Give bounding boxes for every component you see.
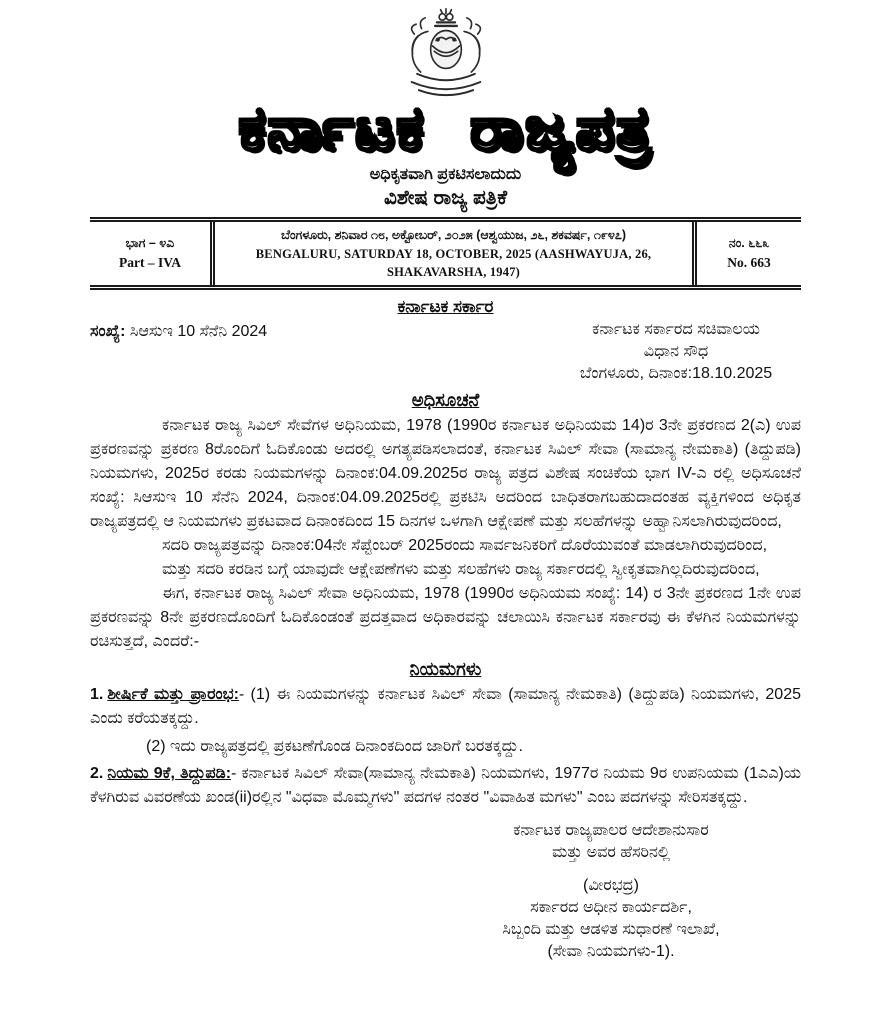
notification-paragraph-4: ಈಗ, ಕರ್ನಾಟಕ ರಾಜ್ಯ ಸಿವಿಲ್ ಸೇವಾ ಅಧಿನಿಯಮ, 1978 (1990ರ ಅಧಿನಿಯಮ ಸಂಖ್ಯೆ: 14) ರ 3ನೇ ಪ್ರಕರಣದ 1ನೇ ಉಪ ಪ್ರಕರಣವನ್ನು 8ನೇ ಪ್ರಕರಣದೊಂದಿಗೆ ಓದಿಕೊಂಡಂತೆ ಪ್ರದತ್ತವಾದ ಅಧಿಕಾರವನ್ನು ಚಲಾಯಿಸಿ ಕರ್ನಾಟಕ ಸರ್ಕಾರವು ಈ ಕೆಳಗಿನ ನಿಯಮಗಳನ್ನು ರಚಿಸುತ್ತದೆ, ಎಂದರೆ:-	[90, 585, 801, 650]
karnataka-state-emblem-icon	[90, 6, 801, 102]
gazette-title: ಕರ್ನಾಟಕ ರಾಜ್ಯಪತ್ರ	[238, 94, 653, 164]
rule-2-number: 2.	[90, 765, 104, 782]
issue-number-english: No. 663	[727, 255, 771, 271]
signatory-designation-3: (ಸೇವಾ ನಿಯಮಗಳು-1).	[547, 943, 675, 960]
issue-info-bar	[90, 217, 801, 290]
masthead-special-issue-line: ವಿಶೇಷ ರಾಜ್ಯ ಪತ್ರಿಕೆ	[383, 187, 508, 209]
rule-1-number: 1.	[90, 686, 104, 703]
issue-number-cell	[697, 222, 801, 285]
rule-1	[90, 683, 801, 731]
issue-date-cell	[210, 222, 697, 285]
issuing-office-block	[551, 319, 801, 385]
rule-2-text: - ಕರ್ನಾಟಕ ಸಿವಿಲ್ ಸೇವಾ(ಸಾಮಾನ್ಯ ನೇಮಕಾತಿ) ನಿಯಮಗಳು, 1977ರ ನಿಯಮ 9ರ ಉಪನಿಯಮ (1ಎಎ)ಯ ಕೆಳಗಿರುವ ವಿವರಣೆಯ ಖಂಡ(ii)ರಲ್ಲಿನ "ವಿಧವಾ ಮೊಮ್ಮಗಳು" ಪದಗಳ ನಂತರ "ವಿವಾಹಿತ ಮಗಳು" ಎಂಬ ಪದಗಳನ್ನು ಸೇರಿಸತಕ್ಕದ್ದು.	[90, 765, 801, 806]
office-line-place-date: ಬೆಂಗಳೂರು, ದಿನಾಂಕ:18.10.2025	[579, 365, 773, 382]
reference-number-value: ಸಿಆಸುಇ 10 ಸೆನೆನಿ 2024	[129, 323, 268, 340]
issue-date-kannada: ಬೆಂಗಳೂರು, ಶನಿವಾರ ೧೮, ಅಕ್ಟೋಬರ್, ೨೦೨೫ (ಆಶ್ವಯುಜ, ೨೬, ಶಕವರ್ಷ, ೧೯೪೭)	[280, 228, 627, 242]
office-line-vidhana-soudha: ವಿಧಾನ ಸೌಧ	[643, 343, 709, 360]
masthead-authorisation-line: ಅಧಿಕೃತವಾಗಿ ಪ್ರಕಟಿಸಲಾದುದು	[369, 166, 522, 183]
issue-part-english: Part – IVA	[119, 255, 181, 271]
rule-1-title: ಶೀರ್ಷಿಕೆ ಮತ್ತು ಪ್ರಾರಂಭ:	[107, 686, 239, 703]
reference-row	[90, 319, 801, 385]
office-line-secretariat: ಕರ್ನಾಟಕ ಸರ್ಕಾರದ ಸಚಿವಾಲಯ	[592, 321, 760, 338]
rules-heading: ನಿಯಮಗಳು	[409, 659, 482, 679]
masthead	[90, 6, 801, 210]
signatory-designation-1: ಸರ್ಕಾರದ ಅಧೀನ ಕಾರ್ಯದರ್ಶಿ,	[530, 899, 692, 916]
rule-2	[90, 762, 801, 810]
issue-part-kannada: ಭಾಗ – ೪ಎ	[125, 236, 175, 251]
government-heading: ಕರ್ನಾಟಕ ಸರ್ಕಾರ	[397, 297, 494, 316]
signatory-name: (ವೀರಭದ್ರ)	[582, 877, 640, 894]
issue-date-english: BENGALURU, SATURDAY 18, OCTOBER, 2025 (AASHWAYUJA, 26, SHAKAVARSHA, 1947)	[255, 246, 652, 279]
notification-paragraph-3: ಮತ್ತು ಸದರಿ ಕರಡಿನ ಬಗ್ಗೆ ಯಾವುದೇ ಆಕ್ಷೇಪಣೆಗಳು ಮತ್ತು ಸಲಹೆಗಳು ರಾಜ್ಯ ಸರ್ಕಾರದಲ್ಲಿ ಸ್ವೀಕೃತವಾಗಿಲ್ಲದಿರುವುದರಿಂದ,	[162, 561, 760, 578]
rule-1-subrule-2: (2) ಇದು ರಾಜ್ಯಪತ್ರದಲ್ಲಿ ಪ್ರಕಟಣೆಗೊಂಡ ದಿನಾಂಕದಿಂದ ಜಾರಿಗೆ ಬರತಕ್ಕದ್ದು.	[146, 738, 523, 755]
signature-order-line-1: ಕರ್ನಾಟಕ ರಾಜ್ಯಪಾಲರ ಆದೇಶಾನುಸಾರ	[513, 822, 709, 839]
rule-1-text: - (1) ಈ ನಿಯಮಗಳನ್ನು ಕರ್ನಾಟಕ ಸಿವಿಲ್ ಸೇವಾ (ಸಾಮಾನ್ಯ ನೇಮಕಾತಿ) (ತಿದ್ದುಪಡಿ) ನಿಯಮಗಳು, 2025 ಎಂದು ಕರೆಯತಕ್ಕದ್ದು.	[90, 686, 801, 727]
notification-paragraph-1: ಕರ್ನಾಟಕ ರಾಜ್ಯ ಸಿವಿಲ್ ಸೇವೆಗಳ ಅಧಿನಿಯಮ, 1978 (1990ರ ಕರ್ನಾಟಕ ಅಧಿನಿಯಮ 14)ರ 3ನೇ ಪ್ರಕರಣದ 2(ಎ) ಉಪ ಪ್ರಕರಣವನ್ನು ಪ್ರಕರಣ 8ರೊಂದಿಗೆ ಓದಿಕೊಂಡು ಅದರಲ್ಲಿ ಅಗತ್ಯಪಡಿಸಲಾದಂತೆ, ಕರ್ನಾಟಕ ಸಿವಿಲ್ ಸೇವಾ (ಸಾಮಾನ್ಯ ನೇಮಕಾತಿ) (ತಿದ್ದುಪಡಿ) ನಿಯಮಗಳು, 2025ರ ಕರಡು ನಿಯಮಗಳನ್ನು ದಿನಾಂಕ:04.09.2025ರ ರಾಜ್ಯ ಪತ್ರದ ವಿಶೇಷ ಸಂಚಿಕೆಯ ಭಾಗ IV-ಎ ರಲ್ಲಿ ಅಧಿಸೂಚನೆ ಸಂಖ್ಯೆ: ಸಿಆಸುಇ 10 ಸೆನೆನಿ 2024, ದಿನಾಂಕ:04.09.2025ರಲ್ಲಿ ಪ್ರಕಟಿಸಿ ಅದರಿಂದ ಬಾಧಿತರಾಗಬಹುದಾದಂತಹ ವ್ಯಕ್ತಿಗಳಿಂದ ಅಧಿಕೃತ ರಾಜ್ಯಪತ್ರದಲ್ಲಿ ಆ ನಿಯಮಗಳು ಪ್ರಕಟವಾದ ದಿನಾಂಕದಿಂದ 15 ದಿನಗಳ ಒಳಗಾಗಿ ಆಕ್ಷೇಪಣೆ ಮತ್ತು ಸಲಹೆಗಳನ್ನು ಅಹ್ವಾನಿಸಲಾಗಿರುವುದರಿಂದ,	[90, 417, 801, 530]
issue-number-kannada: ನಂ. ೬೬೩	[728, 236, 770, 251]
notification-heading: ಅಧಿಸೂಚನೆ	[411, 390, 480, 410]
reference-number-label: ಸಂಖ್ಯೆ:	[90, 323, 126, 340]
signature-block	[421, 820, 801, 963]
notification-paragraph-2: ಸದರಿ ರಾಜ್ಯಪತ್ರವನ್ನು ದಿನಾಂಕ:04ನೇ ಸೆಪ್ಟೆಂಬರ್ 2025ರಂದು ಸಾರ್ವಜನಿಕರಿಗೆ ದೊರೆಯುವಂತೆ ಮಾಡಲಾಗಿರುವುದರಿಂದ,	[162, 537, 768, 554]
rule-2-title: ನಿಯಮ 9ಕೆ, ತಿದ್ದುಪಡಿ:	[107, 765, 232, 782]
reference-number	[90, 319, 267, 385]
signatory-designation-2: ಸಿಬ್ಬಂದಿ ಮತ್ತು ಆಡಳಿತ ಸುಧಾರಣೆ ಇಲಾಖೆ,	[502, 921, 720, 938]
signature-order-line-2: ಮತ್ತು ಅವರ ಹೆಸರಿನಲ್ಲಿ	[552, 844, 670, 861]
issue-part-cell	[90, 222, 210, 285]
